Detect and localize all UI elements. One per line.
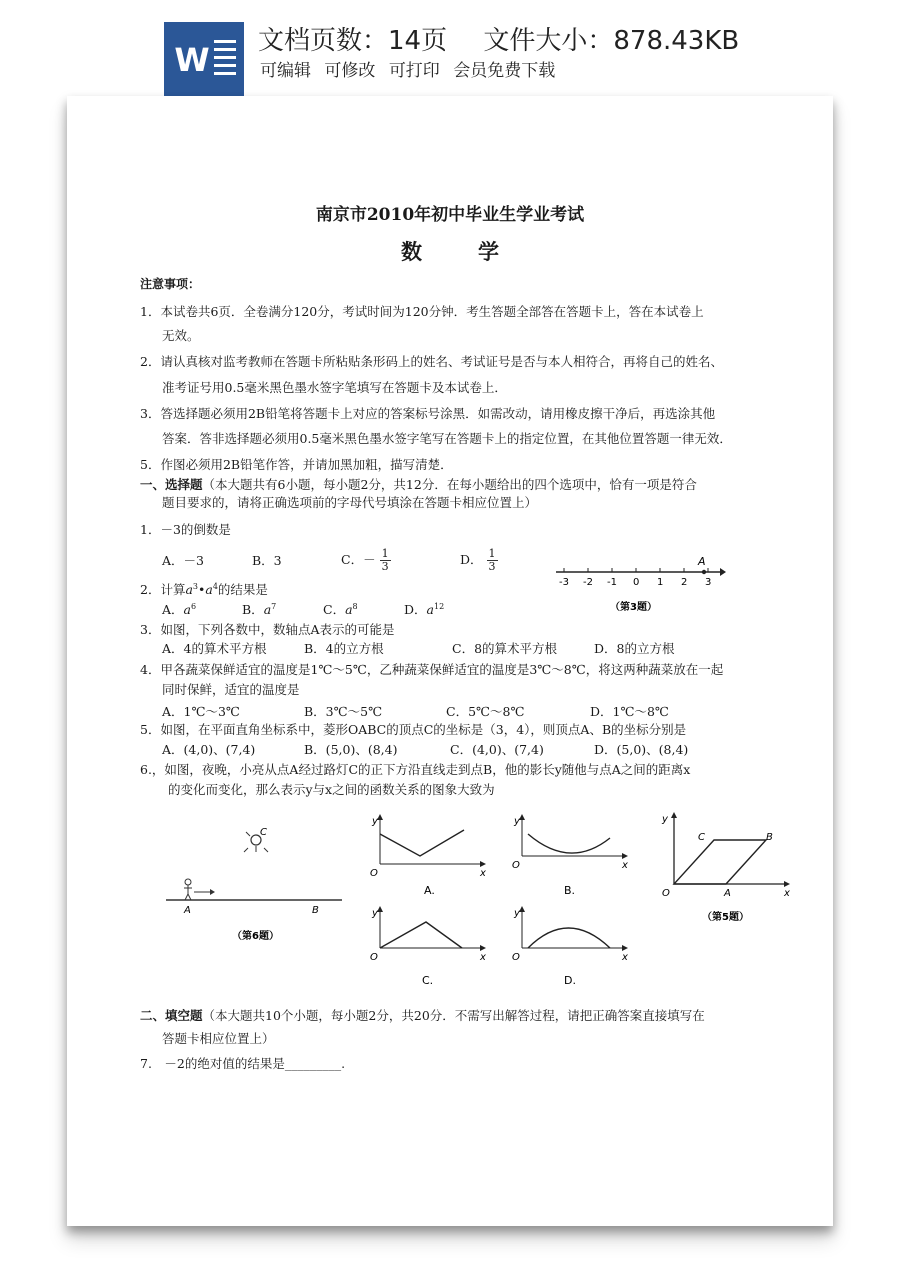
section1-desc <box>140 477 697 493</box>
graph-curve <box>528 928 610 948</box>
exam-subject: 数学 <box>401 239 555 264</box>
q5-stem: 5．如图，在平面直角坐标系中，菱形OABC的顶点C的坐标是（3，4），则顶点A、B的坐标分别是 <box>140 722 687 737</box>
tick-label: 2 <box>681 577 688 588</box>
graph-curve <box>380 830 464 856</box>
arrow-head-icon <box>480 945 486 951</box>
exam-title: 南京市2010年初中毕业生学业考试 <box>315 205 585 225</box>
section2-heading: 二、填空题 <box>140 1008 203 1023</box>
q6-stem: 6.，如图，夜晚，小亮从点A经过路灯C的正下方沿直线走到点B，他的影长y随他与点A之间的距离x <box>140 762 691 777</box>
exponent: 4 <box>212 581 218 591</box>
graph-curve <box>528 834 610 853</box>
arrow-head-icon <box>720 568 726 576</box>
tick-label: 3 <box>705 577 712 588</box>
multiply-dot: • <box>198 582 206 597</box>
graph-option-c <box>366 904 488 992</box>
person-icon <box>184 879 192 900</box>
var-a: a <box>263 602 272 617</box>
rhombus-oabc <box>674 840 766 884</box>
arrow-head-icon <box>784 881 790 887</box>
word-lines-icon <box>214 40 236 80</box>
option-label: B． <box>242 602 264 617</box>
vertex-b-label: B <box>766 832 773 843</box>
graph-curve <box>380 922 462 948</box>
banner-meta <box>258 20 767 57</box>
y-axis-label: y <box>372 816 378 827</box>
var-a: a <box>185 582 193 597</box>
exponent: 6 <box>190 601 197 611</box>
option-label: A． <box>162 602 184 617</box>
feature-printable: 可打印 <box>388 61 440 81</box>
point-a-label: A <box>698 555 706 568</box>
q2-suffix: 的结果是 <box>217 582 268 597</box>
x-axis-label: x <box>480 952 486 963</box>
q2-option-a <box>162 602 196 618</box>
fig5-caption: （第5题） <box>702 912 749 923</box>
q6-stem-cont: 的变化而变化，那么表示y与x之间的函数关系的图象大致为 <box>168 782 495 797</box>
q1-option-a: A．－3 <box>162 553 204 568</box>
notice-line: 3．答选择题必须用2B铅笔将答题卡上对应的答案标号涂黑．如需改动，请用橡皮擦干净后，再选涂其他 <box>140 406 716 421</box>
q1-option-b: B．3 <box>252 553 282 568</box>
section2-desc-cont: 答题卡相应位置上） <box>162 1031 275 1046</box>
banner-features <box>260 56 563 81</box>
tick-label: -3 <box>559 577 569 588</box>
fraction-denominator: 3 <box>488 560 496 573</box>
q2-option-c <box>323 602 358 618</box>
notice-line: 2．请认真核对监考教师在答题卡所粘贴条形码上的姓名、考试证号是否与本人相符合，再将自己的姓名、 <box>140 354 723 369</box>
section1-desc-cont: 题目要求的，请将正确选项前的字母代号填涂在答题卡相应位置上） <box>162 495 538 510</box>
arrow-head-icon <box>210 889 215 895</box>
exponent: 12 <box>433 601 445 611</box>
arrow-head-icon <box>622 945 628 951</box>
y-axis-label: y <box>514 816 520 827</box>
q3-option-a: A．4的算术平方根 <box>162 641 267 656</box>
x-axis-label: x <box>622 860 628 871</box>
vertex-a-label: A <box>724 888 731 899</box>
y-axis-label: y <box>662 814 668 825</box>
section2-desc <box>140 1008 705 1024</box>
section1-heading: 一、选择题 <box>140 477 203 492</box>
origin-label: O <box>370 868 378 879</box>
point-b-label: B <box>312 905 319 916</box>
word-letter: W <box>174 41 210 79</box>
q2-stem <box>140 582 268 598</box>
notice-line: 无效。 <box>162 328 200 343</box>
graph-label: A. <box>424 884 435 897</box>
q5-option-d: D．(5,0)、(8,4) <box>594 742 689 757</box>
exponent: 3 <box>192 581 198 591</box>
fig5-rhombus-figure <box>654 810 794 928</box>
fraction-numerator: 1 <box>488 547 496 560</box>
vertex-c-label: C <box>698 832 705 843</box>
point-a-marker <box>702 570 706 574</box>
fraction <box>380 548 391 573</box>
y-axis-label: y <box>514 908 520 919</box>
graph-option-a <box>366 812 488 900</box>
feature-member-download: 会员免费下载 <box>453 61 556 81</box>
fraction-denominator: 3 <box>381 560 389 573</box>
word-document-icon <box>164 22 244 96</box>
option-label: D． <box>404 602 427 617</box>
q4-stem: 4．甲各蔬菜保鲜适宜的温度是1℃～5℃，乙种蔬菜保鲜适宜的温度是3℃～8℃，将这两种蔬菜放在一起 <box>140 662 724 677</box>
y-axis-label: y <box>372 908 378 919</box>
q1-option-c <box>341 545 391 575</box>
page-count: 文档页数：14页 <box>258 26 448 56</box>
q1-d-prefix: D． <box>460 552 483 567</box>
q7-stem: 7. －2的绝对值的结果是_________. <box>140 1056 346 1071</box>
var-a: a <box>345 602 353 617</box>
graph-label: D. <box>564 974 576 987</box>
section2-desc-text: （本大题共10个小题，每小题2分，共20分．不需写出解答过程，请把正确答案直接填写在 <box>202 1008 705 1023</box>
feature-editable: 可编辑 <box>260 61 311 81</box>
option-label: C． <box>323 602 346 617</box>
file-size: 文件大小：878.43KB <box>483 26 740 56</box>
notice-heading: 注意事项： <box>140 277 201 291</box>
q4-option-c: C．5℃～8℃ <box>446 704 525 719</box>
q4-option-d: D．1℃～8℃ <box>590 704 669 719</box>
graph-label: C. <box>422 974 434 987</box>
q3-option-b: B．4的立方根 <box>304 641 384 656</box>
download-banner <box>0 0 900 96</box>
q3-option-c: C．8的算术平方根 <box>452 641 558 656</box>
point-a-label: A <box>184 905 191 916</box>
var-a: a <box>183 602 191 617</box>
q3-stem: 3．如图，下列各数中，数轴点A表示的可能是 <box>140 622 395 637</box>
x-axis-label: x <box>784 888 790 899</box>
arrow-head-icon <box>671 812 677 818</box>
graph-option-d <box>508 904 630 992</box>
origin-label: O <box>662 888 670 899</box>
x-axis-label: x <box>480 868 486 879</box>
q5-option-a: A．(4,0)、(7,4) <box>162 742 256 757</box>
section1-desc-text: （本大题共有6小题，每小题2分，共12分．在每小题给出的四个选项中，恰有一项是符合 <box>202 477 697 492</box>
q1-stem: 1．－3的倒数是 <box>140 522 231 537</box>
q2-option-b <box>242 602 276 618</box>
q4-option-b: B．3℃～5℃ <box>304 704 383 719</box>
var-a: a <box>205 582 213 597</box>
exponent: 8 <box>352 601 358 611</box>
arrow-head-icon <box>480 861 486 867</box>
q4-stem-cont: 同时保鲜，适宜的温度是 <box>162 682 300 697</box>
q5-option-c: C．(4,0)、(7,4) <box>450 742 544 757</box>
exponent: 7 <box>271 601 277 611</box>
fig6-scene <box>160 822 350 946</box>
var-a: a <box>426 602 434 617</box>
tick-label: -1 <box>607 577 617 588</box>
graph-option-b <box>508 812 630 900</box>
x-axis-label: x <box>622 952 628 963</box>
fig6-caption: （第6题） <box>232 931 279 942</box>
q3-option-d: D．8的立方根 <box>594 641 675 656</box>
origin-label: O <box>512 952 520 963</box>
notice-line: 准考证号用0.5毫米黑色墨水签字笔填写在答题卡及本试卷上． <box>162 380 507 395</box>
point-c-label: C <box>260 827 267 838</box>
notice-line: 1．本试卷共6页．全卷满分120分，考试时间为120分钟．考生答题全部答在答题卡上，答在本试卷上 <box>140 304 704 319</box>
q1-option-d <box>460 545 498 575</box>
tick-label: 0 <box>633 577 640 588</box>
q4-option-a: A．1℃～3℃ <box>162 704 240 719</box>
fraction <box>487 548 498 573</box>
fraction-numerator: 1 <box>381 547 389 560</box>
origin-label: O <box>512 860 520 871</box>
notice-line: 答案．答非选择题必须用0.5毫米黑色墨水签字笔写在答题卡上的指定位置，在其他位置答题一律无效． <box>162 431 732 446</box>
fig3-caption: （第3题） <box>610 602 657 613</box>
tick-label: -2 <box>583 577 593 588</box>
number-line-figure <box>552 552 728 618</box>
graph-label: B. <box>564 884 576 897</box>
notice-line: 5．作图必须用2B铅笔作答，并请加黑加粗，描写清楚． <box>140 457 453 472</box>
q1-c-prefix: C．－ <box>341 552 376 567</box>
tick-label: 1 <box>657 577 664 588</box>
feature-modifiable: 可修改 <box>324 61 376 81</box>
q2-prefix: 2．计算 <box>140 582 186 597</box>
arrow-head-icon <box>622 853 628 859</box>
q2-option-d <box>404 602 444 618</box>
q5-option-b: B．(5,0)、(8,4) <box>304 742 398 757</box>
origin-label: O <box>370 952 378 963</box>
